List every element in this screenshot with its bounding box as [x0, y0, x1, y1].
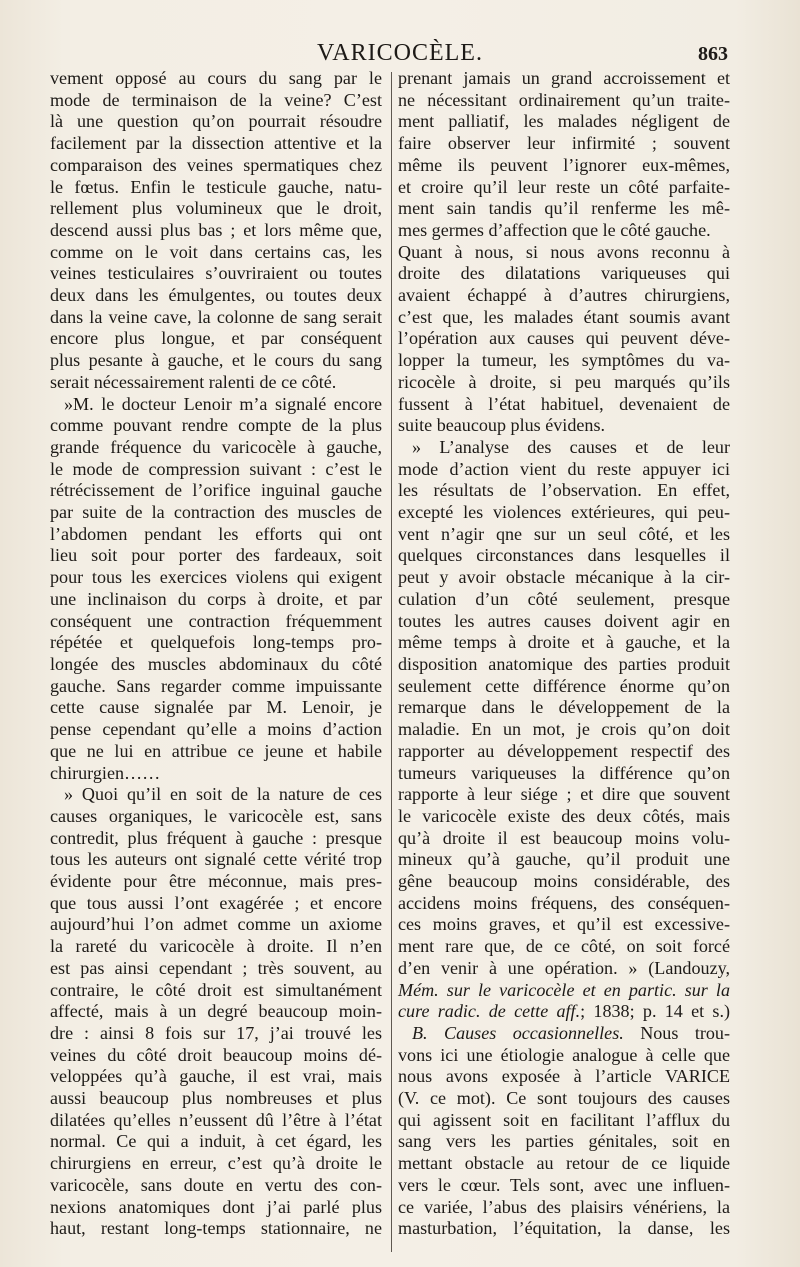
text-line: droite des dilatations variqueuses qui	[398, 263, 730, 284]
text-line: nexions anatomiques dont j’ai parlé plus	[50, 1196, 382, 1217]
text-line: pense cependant qu’elle a moins d’action	[50, 719, 382, 740]
text-line: varicocèle, sans doute en vertu des con-	[50, 1174, 382, 1195]
text-line: accidens moins fréquens, des conséquen-	[398, 892, 730, 913]
text-line: grande fréquence du varicocèle à gauche,	[50, 436, 382, 457]
text-line: c’est que, les malades étant soumis avant	[398, 306, 730, 327]
text-line: longée des muscles abdominaux du côté	[50, 653, 382, 674]
text-line: peut y avoir obstacle mécanique à la cir-	[398, 567, 730, 588]
text-line: plus pesante à gauche, et le cours du sang	[50, 350, 382, 371]
text-line: ment rare que, de ce côté, on soit forcé	[398, 936, 730, 957]
text-line: même temps à droite et à gauche, et la	[398, 632, 730, 653]
text-line: cette cause signalée par M. Lenoir, je	[50, 697, 382, 718]
text-line: mode d’action vient du reste appuyer ici	[398, 458, 730, 479]
text-line: dre : ainsi 8 fois sur 17, j’ai trouvé les	[50, 1022, 382, 1043]
text-line: remarque dans le développement de la	[398, 697, 730, 718]
text-line: ce variée, l’abus des plaisirs vénériens, la	[398, 1196, 730, 1217]
text-line: nous avons exposée à l’article VARICE	[398, 1066, 730, 1087]
text-line: gauche. Sans regarder comme impuissante	[50, 675, 382, 696]
text-line: »M. le docteur Lenoir m’a signalé encore	[64, 393, 382, 414]
text-line: mettant obstacle au retour de ce liquide	[398, 1153, 730, 1174]
text-line: normal. Ce qui a induit, à cet égard, les	[50, 1131, 382, 1152]
text-line: ment sain tandis qu’il renferme les mê-	[398, 198, 730, 219]
text-line: qui agissent soit en facilitant l’afflux du	[398, 1109, 730, 1130]
text-line: rapporte à leur siége ; et dire que souvent	[398, 784, 730, 805]
text-line: d’en venir à une opération. » (Landouzy,	[398, 957, 730, 978]
text-line: vent n’agir qne sur un seul côté, et les	[398, 523, 730, 544]
text-line: deux dans les émulgentes, ou toutes deux	[50, 285, 382, 306]
text-line: là une question qu’on pourrait résoudre	[50, 111, 382, 132]
text-line: prenant jamais un grand accroissement et	[398, 68, 730, 88]
text-line: le fœtus. Enfin le testicule gauche, natu-	[50, 176, 382, 197]
text-line: veines testiculaires s’ouvriraient ou toutes	[50, 263, 382, 284]
text-line: suite beaucoup plus évidens.	[398, 415, 606, 436]
text-line: Mém. sur le varicocèle et en partic. sur la	[398, 979, 730, 1000]
text-line: toutes les autres causes doivent agir en	[398, 610, 730, 631]
text-line: répétée et quelquefois long-temps pro-	[50, 632, 382, 653]
text-line: dans la veine cave, la colonne de sang serait	[50, 306, 382, 327]
text-line: gêne beaucoup moins considérable, des	[398, 871, 730, 892]
text-line: haut, restant long-temps stationnaire, ne	[50, 1218, 382, 1239]
running-title: VARICOCÈLE.	[317, 40, 483, 66]
text-line: est pas ainsi cependant ; très souvent, au	[50, 957, 382, 978]
column-divider	[391, 72, 392, 1252]
text-line: comparaison des veines spermatiques chez	[50, 154, 382, 175]
text-line: évidente pour être méconnue, mais pres-	[50, 871, 382, 892]
text-line: pour tous les exercices violens qui exigent	[50, 567, 382, 588]
page-header	[0, 40, 800, 70]
text-line: que ne lui en attribue ce jeune et habile	[50, 740, 382, 761]
text-line: seulement cette différence énorme qu’on	[398, 675, 730, 696]
text-line: mode de terminaison de la veine? C’est	[50, 89, 382, 110]
text-line: une inclinaison du corps à droite, et par	[50, 588, 382, 609]
text-line: et croire qu’il leur reste un côté parfaite-	[398, 176, 730, 197]
text-line: mes germes d’affection que le côté gauche.	[398, 219, 711, 240]
text-line: (V. ce mot). Ce sont toujours des causes	[398, 1088, 730, 1109]
text-line: veines du côté droit beaucoup moins dé-	[50, 1044, 382, 1065]
text-line: rellement plus volumineux que le droit,	[50, 198, 382, 219]
text-line: que tous aussi l’ont exagérée ; et encore	[50, 892, 382, 913]
text-line: excepté les violences extérieures, qui peu-	[398, 502, 730, 523]
text-line: ricocèle à droite, si peu marqués qu’ils	[398, 371, 730, 392]
text-line: maladie. En un mot, je crois qu’on doit	[398, 719, 730, 740]
text-line: la rareté du varicocèle à droite. Il n’en	[50, 936, 382, 957]
text-line: aussi beaucoup plus nombreuses et plus	[50, 1088, 382, 1109]
text-line: aujourd’hui l’on admet comme un axiome	[50, 914, 382, 935]
text-line: rétrécissement de l’orifice inguinal gauche	[50, 480, 382, 501]
text-line: faire observer leur infirmité ; souvent	[398, 133, 730, 154]
text-line: le varicocèle existe des deux côtés, mais	[398, 805, 730, 826]
text-line: fussent à l’état habituel, devenaient de	[398, 393, 730, 414]
text-line: même ils peuvent l’ignorer eux-mêmes,	[398, 154, 730, 175]
text-line: ces moins graves, et qu’il est excessive-	[398, 914, 730, 935]
text-line: descend aussi plus bas ; et lors même que,	[50, 219, 382, 240]
text-line: encore plus longue, et par conséquent	[50, 328, 382, 349]
text-line: qu’à droite il est beaucoup moins volu-	[398, 827, 730, 848]
text-line: sang vers les parties génitales, soit en	[398, 1131, 730, 1152]
text-line: contredit, plus fréquent à gauche : presque	[50, 827, 382, 848]
text-line: l’opération aux causes qui peuvent déve-	[398, 328, 730, 349]
text-line: chirurgien……	[50, 762, 161, 783]
text-line: facilement par la dissection attentive et la	[50, 133, 382, 154]
text-line: Quant à nous, si nous avons reconnu à	[398, 241, 730, 262]
text-line: l’abdomen pendant les efforts qui ont	[50, 523, 382, 544]
text-line: chirurgiens en erreur, c’est qu’à droite le	[50, 1153, 382, 1174]
text-line: ne nécessitant ordinairement qu’un traite-	[398, 89, 730, 110]
text-line: culation d’un côté seulement, presque	[398, 588, 730, 609]
text-line: serait nécessairement ralenti de ce côté.	[50, 371, 337, 392]
text-line: lieu soit pour porter des fardeaux, soit	[50, 545, 382, 566]
text-line: tous les auteurs ont signalé cette vérité trop	[50, 849, 382, 870]
right-column	[398, 68, 730, 1240]
text-line: quelques circonstances dans lesquelles il	[398, 545, 730, 566]
text-line: les résultats de l’observation. En effet,	[398, 480, 730, 501]
text-line: lopper la tumeur, les symptômes du va-	[398, 350, 730, 371]
text-line: par suite de la contraction des muscles de	[50, 502, 382, 523]
text-line: contraire, le côté droit est simultanément	[50, 979, 382, 1000]
text-line: rapporter au développement respectif des	[398, 740, 730, 761]
text-line: vons ici une étiologie analogue à celle que	[398, 1044, 730, 1065]
text-line: avaient échappé à d’autres chirurgiens,	[398, 285, 730, 306]
text-line: » L’analyse des causes et de leur	[412, 436, 730, 457]
text-line: mineux qu’à gauche, qu’il produit une	[398, 849, 730, 870]
text-line: comme on le voit dans certains cas, les	[50, 241, 382, 262]
text-line: veloppées qu’à gauche, il est vrai, mais	[50, 1066, 382, 1087]
left-column	[50, 68, 382, 1240]
text-line: » Quoi qu’il en soit de la nature de ces	[64, 784, 382, 805]
text-line: disposition anatomique des parties produit	[398, 653, 730, 674]
text-line: dilatées qu’elles n’eussent dû l’être à l’état	[50, 1109, 382, 1130]
text-line: cure radic. de cette aff.; 1838; p. 14 et s.)	[398, 1001, 731, 1022]
page-number: 863	[698, 43, 728, 65]
text-line: tumeurs variqueuses la différence qu’on	[398, 762, 730, 783]
text-line: conséquent une contraction fréquemment	[50, 610, 382, 631]
text-line: ment palliatif, les malades négligent de	[398, 111, 730, 132]
text-line: masturbation, l’équitation, la danse, les	[398, 1218, 730, 1239]
text-line: causes organiques, le varicocèle est, sans	[50, 805, 382, 826]
text-line: vement opposé au cours du sang par le	[50, 68, 382, 88]
text-line: B. Causes occasionnelles. Nous trou-	[412, 1022, 730, 1043]
text-line: vers le cœur. Tels sont, avec une influen-	[398, 1174, 730, 1195]
text-line: comme pouvant rendre compte de la plus	[50, 415, 382, 436]
text-line: le mode de compression suivant : c’est le	[50, 458, 382, 479]
text-line: affecté, mais à un degré beaucoup moin-	[50, 1001, 382, 1022]
